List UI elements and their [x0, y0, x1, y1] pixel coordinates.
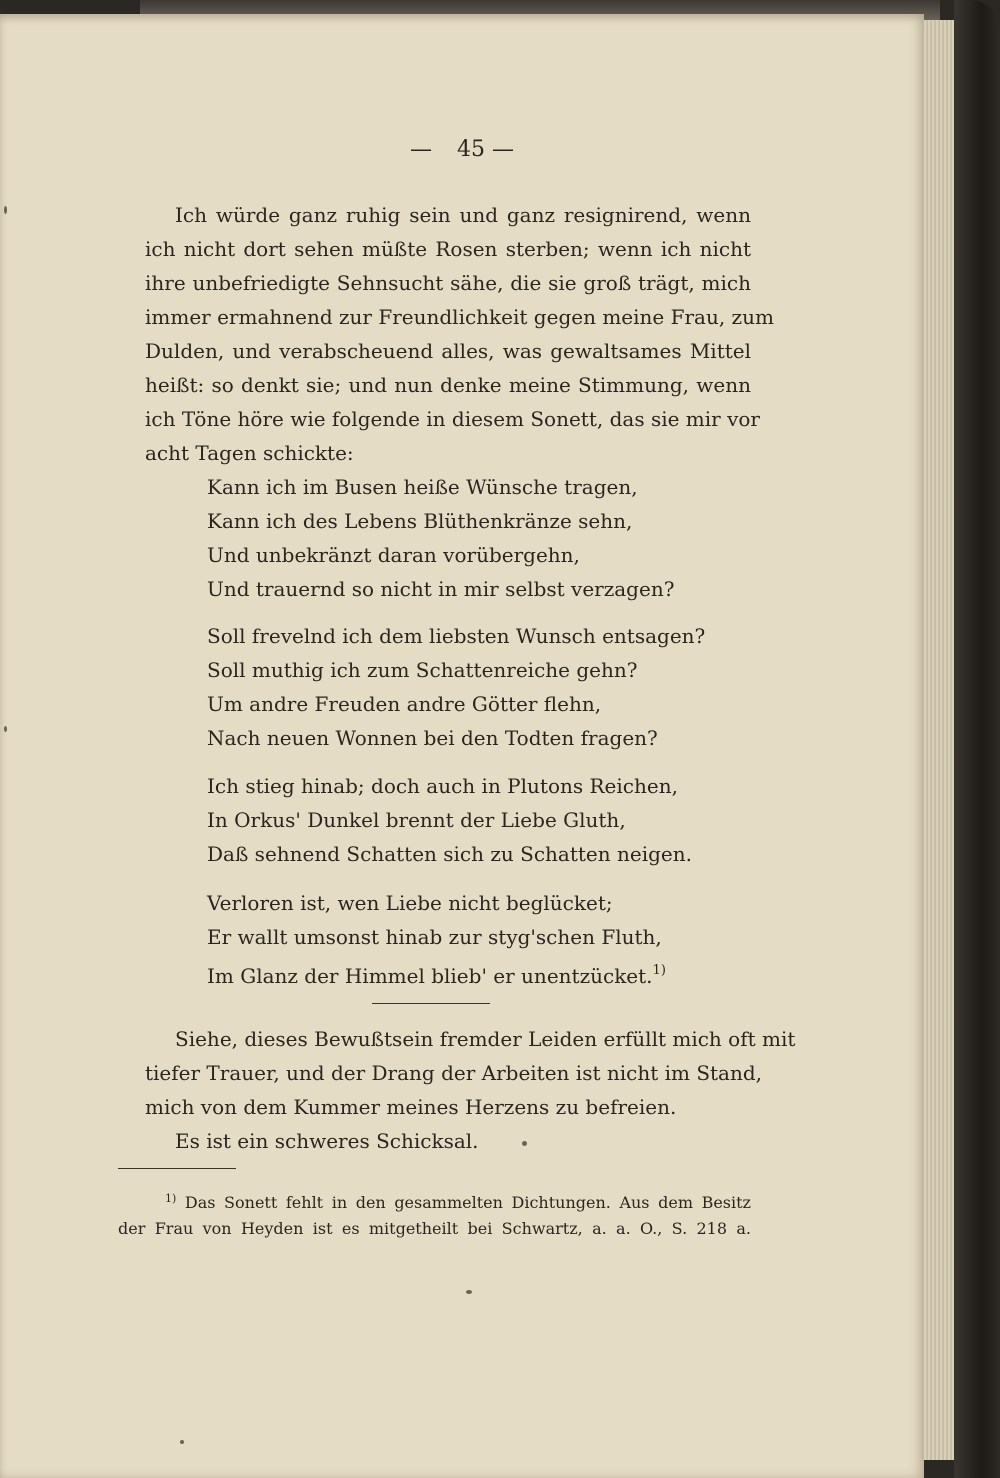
footnote-line-1 [165, 1189, 751, 1213]
sonnet-stanza2-line-3: Um andre Freuden andre Götter flehn, [207, 692, 602, 716]
footnote-line-2: der Frau von Heyden ist es mitgetheilt bei Schwartz, a. a. O., S. 218 a. [118, 1219, 751, 1238]
sonnet-stanza4-line-2: Er wallt umsonst hinab zur styg'schen Fluth, [207, 925, 662, 949]
section-divider [372, 1003, 490, 1004]
sonnet-stanza2-line-2: Soll muthig ich zum Schattenreiche gehn? [207, 658, 638, 682]
book-cover [954, 0, 1000, 1478]
sonnet-stanza1-line-4: Und trauernd so nicht in mir selbst verzagen? [207, 577, 675, 601]
paragraph1-line-3: ihre unbefriedigte Sehnsucht sähe, die sie groß trägt, mich [145, 271, 751, 295]
paragraph1-line-6: heißt: so denkt sie; und nun denke meine Stimmung, wenn [145, 373, 751, 397]
sonnet-stanza3-line-3: Daß sehnend Schatten sich zu Schatten neigen. [207, 842, 692, 866]
footnote-divider [118, 1168, 236, 1169]
paragraph2-line-1: Siehe, dieses Bewußtsein fremder Leiden erfüllt mich oft mit [175, 1027, 796, 1051]
sonnet-stanza4-line-3-text: Im Glanz der Himmel blieb' er unentzücket. [207, 964, 653, 988]
paragraph2-line-3: mich von dem Kummer meines Herzens zu befreien. [145, 1095, 677, 1119]
sonnet-stanza2-line-4: Nach neuen Wonnen bei den Todten fragen? [207, 726, 658, 750]
sonnet-stanza3-line-1: Ich stieg hinab; doch auch in Plutons Reichen, [207, 774, 678, 798]
sonnet-stanza2-line-1: Soll frevelnd ich dem liebsten Wunsch entsagen? [207, 624, 706, 648]
footnote-reference: 1) [652, 963, 666, 978]
paragraph1-line-7: ich Töne höre wie folgende in diesem Sonett, das sie mir vor [145, 407, 760, 431]
scan-speck [180, 1440, 184, 1444]
page-number-value: 45 [457, 137, 485, 162]
paragraph1-line-8: acht Tagen schickte: [145, 441, 354, 465]
paragraph1-line-4: immer ermahnend zur Freundlichkeit gegen meine Frau, zum [145, 305, 774, 329]
sonnet-stanza1-line-2: Kann ich des Lebens Blüthenkränze sehn, [207, 509, 633, 533]
footnote-marker: 1) [165, 1192, 177, 1205]
paragraph1-line-1: Ich würde ganz ruhig sein und ganz resignirend, wenn [175, 203, 751, 227]
paragraph2-line-2: tiefer Trauer, und der Drang der Arbeiten ist nicht im Stand, [145, 1061, 763, 1085]
paragraph1-line-2: ich nicht dort sehen müßte Rosen sterben; wenn ich nicht [145, 237, 751, 261]
scan-speck [466, 1290, 472, 1294]
paragraph3: Es ist ein schweres Schicksal. [175, 1129, 479, 1153]
page-stack-edge [924, 20, 954, 1460]
sonnet-stanza4-line-1: Verloren ist, wen Liebe nicht beglücket; [207, 891, 613, 915]
scan-speck [4, 726, 7, 732]
page-number: — 45 — [410, 137, 514, 162]
scan-speck [4, 206, 7, 214]
paragraph1-line-5: Dulden, und verabscheuend alles, was gewaltsames Mittel [145, 339, 751, 363]
sonnet-stanza4-line-3 [207, 959, 666, 988]
sonnet-stanza1-line-1: Kann ich im Busen heiße Wünsche tragen, [207, 475, 638, 499]
footnote-line-1-text: Das Sonett fehlt in den gesammelten Dichtungen. Aus dem Besitz [184, 1193, 751, 1212]
scan-speck [522, 1141, 527, 1146]
sonnet-stanza3-line-2: In Orkus' Dunkel brennt der Liebe Gluth, [207, 808, 626, 832]
sonnet-stanza1-line-3: Und unbekränzt daran vorübergehn, [207, 543, 580, 567]
